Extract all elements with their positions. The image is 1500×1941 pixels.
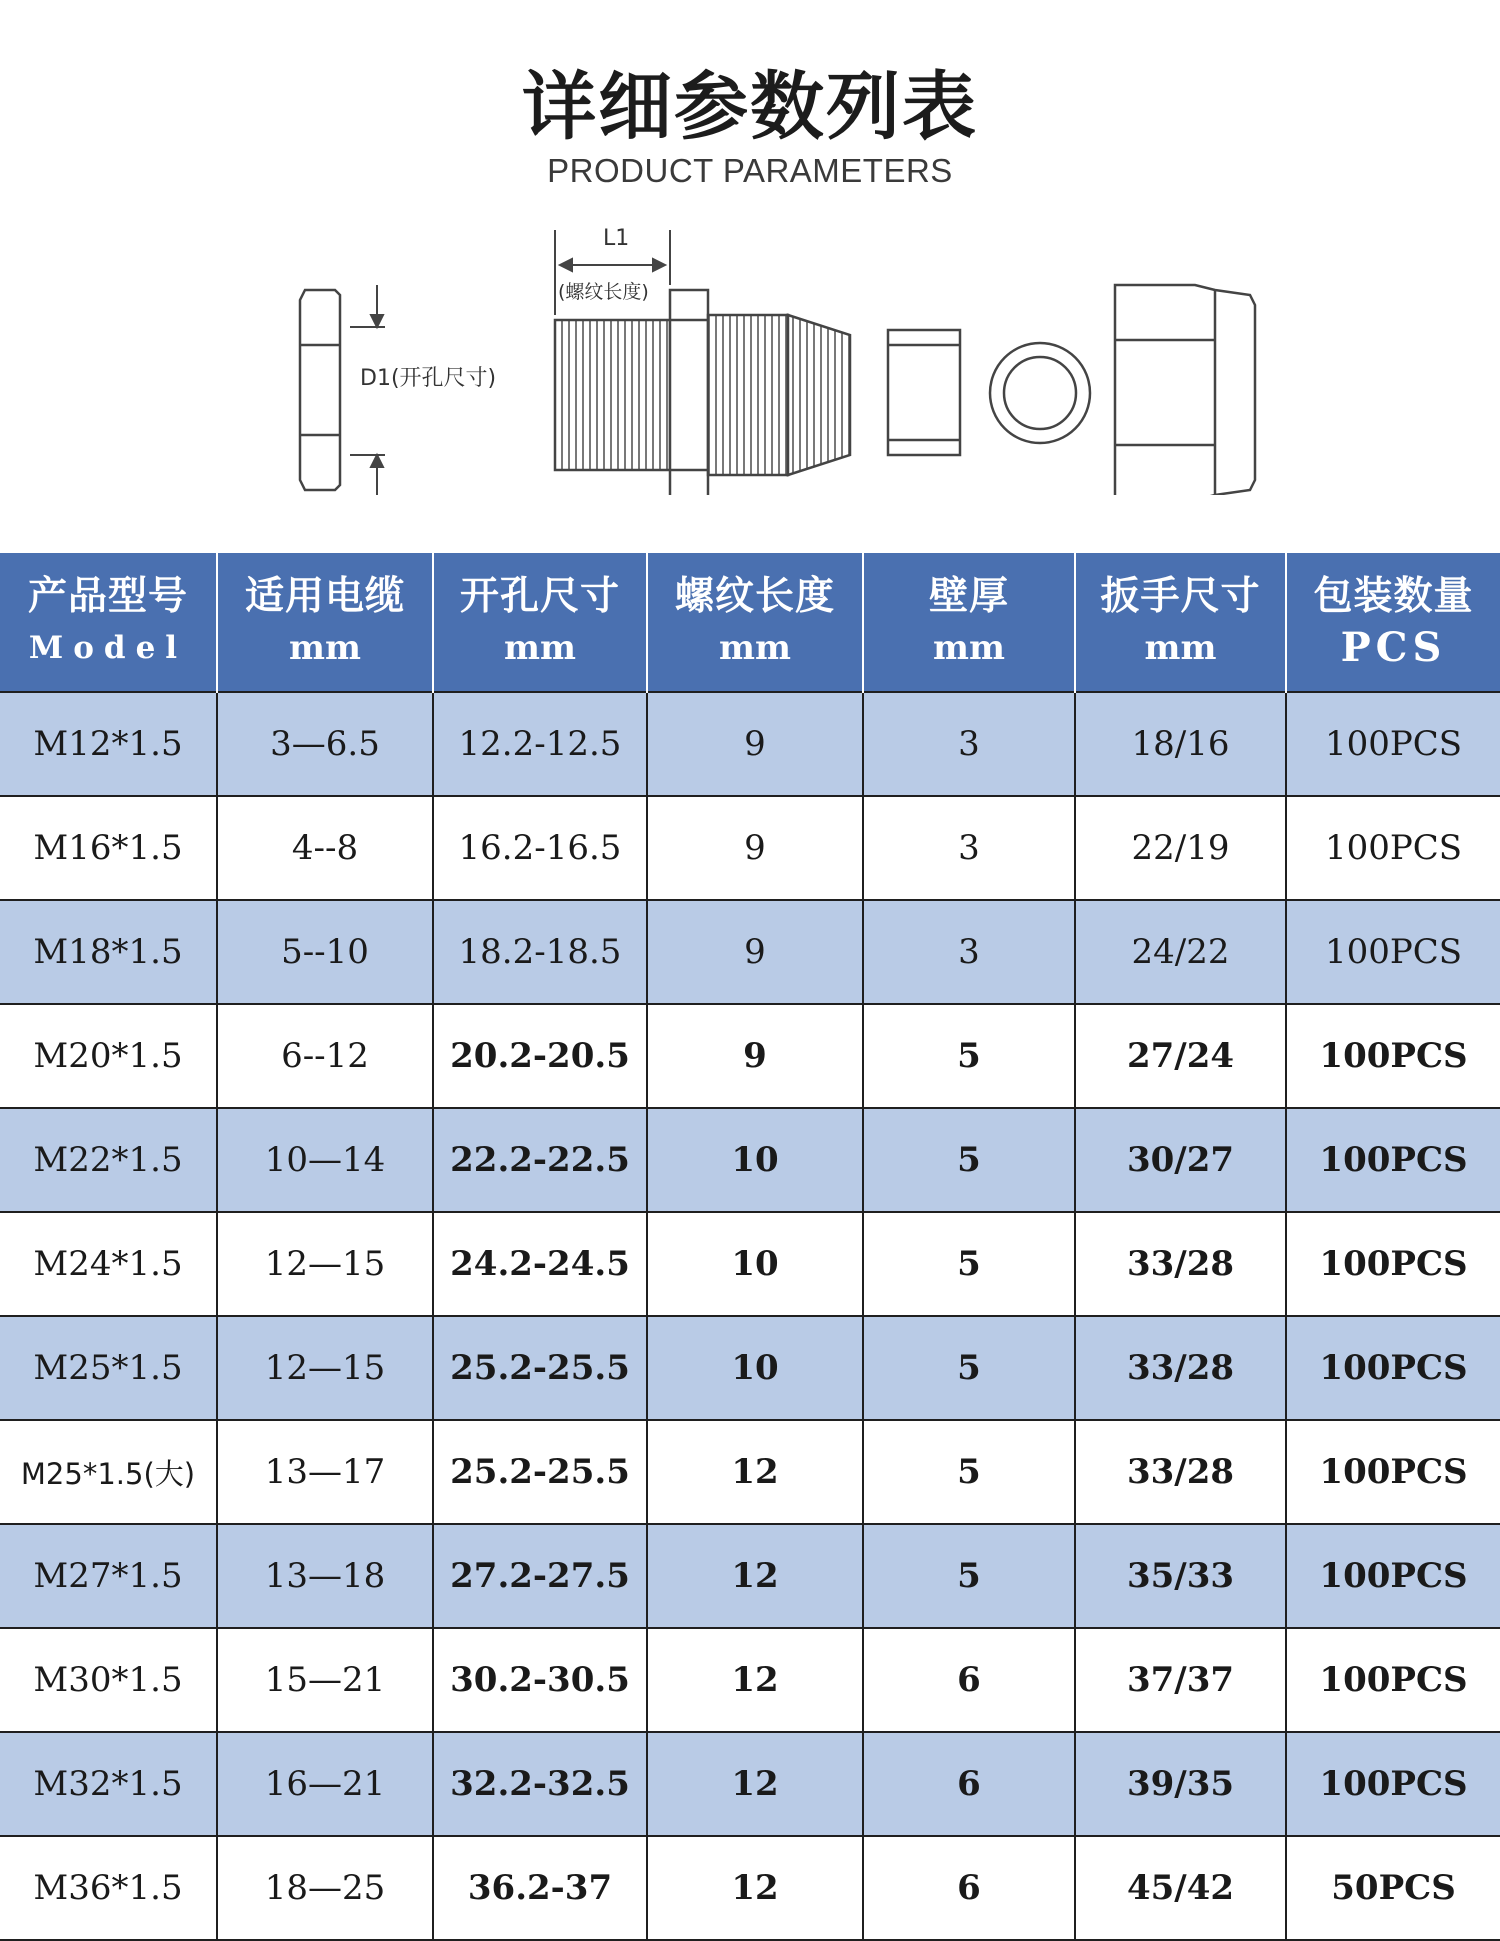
column-header-label: 壁厚 [928, 574, 1009, 619]
table-row [0, 1212, 1500, 1316]
cell-wrench-size: 33/28 [1075, 1212, 1286, 1316]
seal-insert-part [888, 330, 960, 455]
cell-model: M20*1.5 [0, 1004, 217, 1108]
cell-hole-size: 20.2-20.5 [433, 1004, 647, 1108]
cell-model: M16*1.5 [0, 796, 217, 900]
cell-model: M12*1.5 [0, 692, 217, 796]
cell-wrench-size: 33/28 [1075, 1420, 1286, 1524]
cell-thread-length: 12 [647, 1836, 863, 1940]
cell-hole-size: 27.2-27.5 [433, 1524, 647, 1628]
column-header-unit: Model [28, 630, 188, 666]
cell-cable-range: 12—15 [217, 1316, 433, 1420]
cell-model: M18*1.5 [0, 900, 217, 1004]
column-header-thread-length [647, 553, 863, 692]
cell-wall-thickness: 5 [863, 1212, 1075, 1316]
cell-wrench-size: 35/33 [1075, 1524, 1286, 1628]
cell-cable-range: 5--10 [217, 900, 433, 1004]
column-header-unit: mm [504, 628, 576, 668]
cell-cable-range: 10—14 [217, 1108, 433, 1212]
table-row [0, 796, 1500, 900]
cell-hole-size: 25.2-25.5 [433, 1420, 647, 1524]
cell-cable-range: 15—21 [217, 1628, 433, 1732]
cell-wrench-size: 37/37 [1075, 1628, 1286, 1732]
cell-model: M27*1.5 [0, 1524, 217, 1628]
d1-label: D1(开孔尺寸) [360, 366, 497, 391]
cell-hole-size: 32.2-32.5 [433, 1732, 647, 1836]
table-row [0, 1108, 1500, 1212]
table-row [0, 1420, 1500, 1524]
column-header-label: 螺纹长度 [674, 574, 835, 619]
cell-thread-length: 12 [647, 1420, 863, 1524]
cable-gland-diagram [0, 215, 1500, 495]
locknut-part [300, 290, 340, 490]
cell-package-qty: 100PCS [1286, 900, 1500, 1004]
cell-wall-thickness: 3 [863, 900, 1075, 1004]
cell-wrench-size: 33/28 [1075, 1316, 1286, 1420]
cell-wall-thickness: 6 [863, 1732, 1075, 1836]
table-row [0, 1004, 1500, 1108]
product-parameter-table [0, 553, 1500, 1941]
cell-thread-length: 12 [647, 1732, 863, 1836]
table-row [0, 692, 1500, 796]
cell-wall-thickness: 5 [863, 1524, 1075, 1628]
cap-nut-part [1115, 285, 1255, 495]
table-header-row [0, 553, 1500, 692]
cell-wrench-size: 45/42 [1075, 1836, 1286, 1940]
table-row [0, 1732, 1500, 1836]
column-header-hole-size [433, 553, 647, 692]
cell-package-qty: 100PCS [1286, 1108, 1500, 1212]
cell-cable-range: 13—18 [217, 1524, 433, 1628]
table-row [0, 1524, 1500, 1628]
table-row [0, 900, 1500, 1004]
cell-wall-thickness: 5 [863, 1316, 1075, 1420]
cell-cable-range: 16—21 [217, 1732, 433, 1836]
cell-hole-size: 18.2-18.5 [433, 900, 647, 1004]
cell-wrench-size: 39/35 [1075, 1732, 1286, 1836]
cell-cable-range: 6--12 [217, 1004, 433, 1108]
cell-hole-size: 30.2-30.5 [433, 1628, 647, 1732]
column-header-unit: mm [933, 628, 1005, 668]
cell-cable-range: 13—17 [217, 1420, 433, 1524]
cell-hole-size: 12.2-12.5 [433, 692, 647, 796]
cell-wall-thickness: 6 [863, 1836, 1075, 1940]
column-header-label: 开孔尺寸 [459, 574, 620, 619]
cell-model: M24*1.5 [0, 1212, 217, 1316]
column-header-wall-thickness [863, 553, 1075, 692]
table-row [0, 1316, 1500, 1420]
page-subtitle: PRODUCT PARAMETERS [547, 152, 953, 189]
cell-model: M22*1.5 [0, 1108, 217, 1212]
cell-thread-length: 12 [647, 1524, 863, 1628]
cell-package-qty: 100PCS [1286, 1420, 1500, 1524]
cell-thread-length: 10 [647, 1212, 863, 1316]
cell-thread-length: 10 [647, 1316, 863, 1420]
cell-wrench-size: 30/27 [1075, 1108, 1286, 1212]
cell-thread-length: 9 [647, 796, 863, 900]
column-header-unit: mm [1144, 628, 1217, 668]
cell-hole-size: 36.2-37 [433, 1836, 647, 1940]
column-header-wrench-size [1075, 553, 1286, 692]
column-header-unit: PCS [1340, 624, 1447, 671]
cell-hole-size: 16.2-16.5 [433, 796, 647, 900]
cell-thread-length: 9 [647, 900, 863, 1004]
column-header-label: 产品型号 [27, 574, 188, 619]
column-header-label: 扳手尺寸 [1100, 574, 1261, 619]
cell-wall-thickness: 5 [863, 1420, 1075, 1524]
cell-package-qty: 100PCS [1286, 1524, 1500, 1628]
column-header-model [0, 553, 217, 692]
cell-package-qty: 100PCS [1286, 1004, 1500, 1108]
page-title: 详细参数列表 [522, 64, 978, 150]
cell-package-qty: 100PCS [1286, 1628, 1500, 1732]
cell-wall-thickness: 5 [863, 1108, 1075, 1212]
thread-length-label: (螺纹长度) [558, 281, 649, 303]
cell-wrench-size: 22/19 [1075, 796, 1286, 900]
cell-package-qty: 100PCS [1286, 1212, 1500, 1316]
column-header-package-qty [1286, 553, 1500, 692]
cell-cable-range: 18—25 [217, 1836, 433, 1940]
cell-cable-range: 3—6.5 [217, 692, 433, 796]
cell-package-qty: 100PCS [1286, 1732, 1500, 1836]
cell-model: M32*1.5 [0, 1732, 217, 1836]
cell-cable-range: 4--8 [217, 796, 433, 900]
table-row [0, 1836, 1500, 1940]
cell-thread-length: 10 [647, 1108, 863, 1212]
cell-wrench-size: 27/24 [1075, 1004, 1286, 1108]
column-header-unit: mm [289, 628, 361, 668]
cell-wall-thickness: 5 [863, 1004, 1075, 1108]
cell-package-qty: 50PCS [1286, 1836, 1500, 1940]
cell-hole-size: 24.2-24.5 [433, 1212, 647, 1316]
cell-wall-thickness: 3 [863, 692, 1075, 796]
cell-hole-size: 25.2-25.5 [433, 1316, 647, 1420]
l1-label: L1 [603, 226, 630, 251]
seal-ring-part [990, 343, 1090, 443]
cell-model: M30*1.5 [0, 1628, 217, 1732]
cell-hole-size: 22.2-22.5 [433, 1108, 647, 1212]
cell-model: M36*1.5 [0, 1836, 217, 1940]
column-header-cable-range [217, 553, 433, 692]
cell-package-qty: 100PCS [1286, 796, 1500, 900]
column-header-label: 包装数量 [1313, 574, 1474, 619]
cell-wrench-size: 18/16 [1075, 692, 1286, 796]
cell-package-qty: 100PCS [1286, 1316, 1500, 1420]
cell-thread-length: 9 [647, 692, 863, 796]
cell-cable-range: 12—15 [217, 1212, 433, 1316]
cell-wall-thickness: 3 [863, 796, 1075, 900]
cell-model: M25*1.5(大) [0, 1420, 217, 1524]
cell-package-qty: 100PCS [1286, 692, 1500, 796]
table-row [0, 1628, 1500, 1732]
gland-body-part [555, 290, 850, 495]
column-header-unit: mm [719, 628, 791, 668]
cell-thread-length: 12 [647, 1628, 863, 1732]
cell-model: M25*1.5 [0, 1316, 217, 1420]
column-header-label: 适用电缆 [244, 574, 405, 619]
cell-thread-length: 9 [647, 1004, 863, 1108]
cell-wall-thickness: 6 [863, 1628, 1075, 1732]
cell-wrench-size: 24/22 [1075, 900, 1286, 1004]
